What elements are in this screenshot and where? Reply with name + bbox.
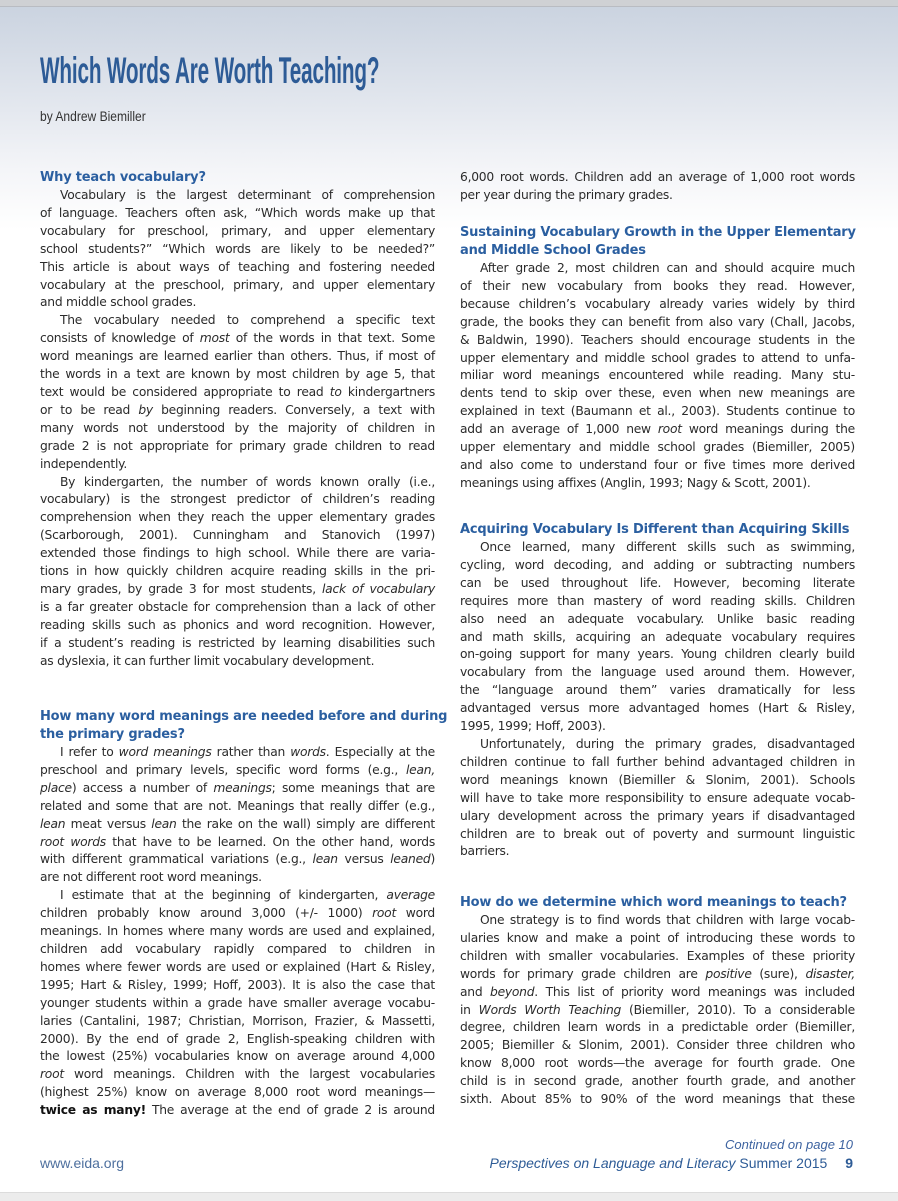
text-run: I refer to xyxy=(60,745,119,759)
text-run: or to be read xyxy=(40,402,139,417)
text-line: grade 2 is not appropriate for primary grade children to read xyxy=(40,438,435,453)
top-edge xyxy=(0,0,898,7)
italic-text: Words Worth Teaching xyxy=(478,1002,622,1017)
text-line: of language. Teachers often ask, “Which words make up that xyxy=(40,205,435,220)
section-how-to-determine-words xyxy=(460,894,855,1109)
text-line: vocabulary from the language used around them. However, xyxy=(460,665,855,680)
text-line xyxy=(40,744,435,762)
text-line: will have to take more responsibility to ensure adequate vocab- xyxy=(460,790,855,805)
text-line: After grade 2, most children can and should acquire much xyxy=(480,261,855,275)
text-run: text would be considered appropriate to read xyxy=(40,384,330,399)
text-line: sixth. About 85% to 90% of the word meanings that these xyxy=(460,1092,855,1107)
text-line: word meanings known (Biemiller & Slonim, 2001). Schools xyxy=(460,772,855,787)
text-line: extended those findings to high school. While there are varia- xyxy=(40,546,435,561)
text-line: children with smaller vocabularies. Examples of these priority xyxy=(460,948,855,963)
text-run: of the words in that text. Some xyxy=(229,331,436,346)
text-run: preschool and primary levels, specific word forms (e.g., xyxy=(40,762,407,777)
text-line: This article is about ways of teaching and fostering needed xyxy=(40,259,435,274)
text-line: if a student’s reading is restricted by learning disabilities such xyxy=(40,635,435,650)
footer-publication xyxy=(490,1155,853,1171)
text-line: as dyslexia, it can further limit vocabulary development. xyxy=(40,653,375,668)
text-line: know 8,000 root words—the average for fourth grade. One xyxy=(460,1056,855,1071)
section-heading: How do we determine which word meanings to teach? xyxy=(460,895,847,910)
text-line xyxy=(40,762,435,780)
text-line: are not different root word meanings. xyxy=(40,870,262,885)
text-run: mary grades, by grade 3 for most students, xyxy=(40,581,323,596)
text-run: versus xyxy=(337,852,391,867)
text-line: and middle school grades. xyxy=(40,295,197,310)
text-line: children are to break out of poverty and surmount linguistic xyxy=(460,826,855,841)
text-run: meat versus xyxy=(65,816,152,831)
text-run: . This list of priority word meanings was included xyxy=(534,984,855,999)
text-line: school students?” “Which words are likely to be needed?” xyxy=(40,241,435,256)
text-line xyxy=(40,581,435,599)
text-line xyxy=(460,421,855,439)
paragraph xyxy=(40,474,435,671)
paragraph xyxy=(40,312,435,473)
text-line: meanings using affixes (Anglin, 1993; Nagy & Scott, 2001). xyxy=(460,475,811,490)
text-run: with different grammatical variations (e.g., xyxy=(40,852,313,867)
italic-text: root xyxy=(372,906,397,921)
text-run: I estimate that at the beginning of kindergarten, xyxy=(60,888,387,903)
text-line: 1995, 1999; Hoff, 2003). xyxy=(460,719,606,734)
text-line: 1995; Hart & Risley, 1999; Hoff, 2003). It is also the case that xyxy=(40,977,435,992)
text-run: (Biemiller, 2010). To a considerable xyxy=(621,1002,855,1017)
section-heading: Why teach vocabulary? xyxy=(40,170,206,185)
publication-name: Perspectives on Language and Literacy xyxy=(489,1155,736,1171)
italic-text: leaned xyxy=(390,852,431,867)
bold-text: twice as many! xyxy=(40,1103,146,1118)
text-line: explained in text (Baumann et al., 2003). Students continue to xyxy=(460,404,855,419)
text-line xyxy=(460,1002,855,1020)
italic-text: beyond xyxy=(490,984,535,999)
section-how-many-word-meanings xyxy=(40,708,448,1120)
text-line: also need an adequate vocabulary. Unlike basic reading xyxy=(460,611,855,626)
italic-text: positive xyxy=(705,966,752,981)
section-acquiring-vocabulary xyxy=(460,521,855,861)
text-line: upper elementary and middle school grades to attend to unfa- xyxy=(460,350,855,365)
italic-text: lack of vocabulary xyxy=(322,581,435,596)
text-run: ; some meanings that are xyxy=(271,780,435,795)
section-continuation xyxy=(460,169,855,205)
italic-text: lean xyxy=(312,852,338,867)
italic-text: words xyxy=(290,745,326,759)
text-line: the words in a text are known by most children by age 5, that xyxy=(40,367,435,382)
paragraph xyxy=(460,539,855,736)
text-line: children add vocabulary rapidly compared to children in xyxy=(40,941,435,956)
text-line: Unfortunately, during the primary grades, disadvantaged xyxy=(480,736,855,751)
text-line xyxy=(40,1066,435,1084)
text-line: the “language around them” varies dramatically for less xyxy=(460,683,855,698)
text-line: 6,000 root words. Children add an average of 1,000 root words xyxy=(460,170,855,184)
paragraph xyxy=(40,187,435,312)
text-line xyxy=(40,834,435,852)
text-line xyxy=(460,984,855,1002)
text-line: requires more than mastery of word reading skills. Children xyxy=(460,593,855,608)
text-line: ularies know and make a point of introducing these words to xyxy=(460,930,855,945)
continued-on-link[interactable]: Continued on page 10 xyxy=(725,1137,853,1152)
italic-text: lean xyxy=(151,816,177,831)
text-line: and also come to understand four or five times more derived xyxy=(460,457,855,472)
text-line: The vocabulary needed to comprehend a specific text xyxy=(60,313,435,328)
text-run: (sure), xyxy=(751,966,806,981)
text-line: ulary development across the primary years if disadvantaged xyxy=(460,808,855,823)
italic-text: root xyxy=(657,422,682,437)
page-number: 9 xyxy=(845,1155,853,1171)
paragraph xyxy=(460,912,855,1109)
footer-website-link[interactable]: www.eida.org xyxy=(40,1155,125,1171)
text-run: consists of knowledge of xyxy=(40,331,200,346)
text-line xyxy=(40,816,435,834)
text-line: children continue to fall further behind advantaged children in xyxy=(460,754,855,769)
text-line: the lowest (25%) vocabularies know on average around 4,000 xyxy=(40,1049,435,1064)
text-run: ) xyxy=(430,852,436,867)
text-line: (highest 25%) know on average 8,000 root word meanings— xyxy=(40,1085,435,1100)
section-why-teach-vocabulary xyxy=(40,169,435,670)
text-line: independently. xyxy=(40,456,128,471)
italic-text: word meanings xyxy=(118,745,212,759)
text-line: related and some that are not. Meanings that really differ (e.g., xyxy=(40,798,435,813)
section-heading: Sustaining Vocabulary Growth in the Upper Elementary xyxy=(460,225,856,240)
text-line: because children’s vocabulary already varies widely by third xyxy=(460,296,855,311)
text-line: cycling, word decoding, and adding or subtracting numbers xyxy=(460,557,855,572)
text-line: is a far greater obstacle for comprehension than a lack of other xyxy=(40,599,435,614)
text-run: add an average of 1,000 new xyxy=(460,422,658,437)
text-run: rather than xyxy=(211,745,291,759)
text-line xyxy=(40,330,435,348)
text-line xyxy=(40,402,435,420)
paragraph xyxy=(460,736,855,861)
text-line: Vocabulary is the largest determinant of comprehension xyxy=(60,188,435,202)
section-heading: and Middle School Grades xyxy=(460,243,646,258)
italic-text: meanings xyxy=(213,780,272,795)
text-line: degree, children learn words in a predictable order (Biemiller, xyxy=(460,1020,855,1035)
text-line: 2000). By the end of grade 2, English-speaking children with xyxy=(40,1031,435,1046)
text-line: child is in second grade, another fourth grade, and another xyxy=(460,1074,855,1089)
text-line: younger students within a grade have smaller average vocabu- xyxy=(40,995,435,1010)
text-run: The average at the end of grade 2 is around xyxy=(145,1103,435,1118)
text-run: that have to be learned. On the other hand, words xyxy=(105,834,435,849)
italic-text: place xyxy=(40,780,72,795)
text-line xyxy=(40,384,435,402)
text-line: 2005; Biemiller & Slonim, 2001). Consider three children who xyxy=(460,1038,855,1053)
issue-date: Summer 2015 xyxy=(739,1155,828,1171)
text-line xyxy=(40,887,435,905)
text-line: Once learned, many different skills such as swimming, xyxy=(480,540,855,554)
italic-text: lean xyxy=(40,816,66,831)
text-line: reading skills such as phonics and word recognition. However, xyxy=(40,617,435,632)
text-line: meanings. In homes where many words are used and explained, xyxy=(40,924,435,939)
italic-text: root words xyxy=(40,834,106,849)
text-line: vocabulary) is the strongest predictor of children’s reading xyxy=(40,492,435,507)
text-run: word meanings. Children with the largest vocabularies xyxy=(63,1067,435,1082)
text-run: and xyxy=(460,984,491,999)
text-line: comprehension when they reach the upper elementary grades xyxy=(40,510,435,525)
text-line xyxy=(40,905,435,923)
text-line xyxy=(40,851,435,869)
text-line: barriers. xyxy=(460,844,510,859)
text-run: the rake on the wall) simply are different xyxy=(176,816,435,831)
text-run: children probably know around 3,000 (+/- 1000) xyxy=(40,906,373,921)
text-line: miliar word meanings encountered while reading. Many stu- xyxy=(460,368,855,383)
text-line: tions in how quickly children acquire reading skills in the pri- xyxy=(40,564,435,579)
paragraph xyxy=(40,744,435,887)
text-line: advantaged versus more advantaged homes (Hart & Risley, xyxy=(460,701,855,716)
italic-text: average xyxy=(386,888,435,903)
section-heading: the primary grades? xyxy=(40,727,185,742)
text-run: beginning readers. Conversely, a text with xyxy=(152,402,435,417)
text-line: on-going support for many years. Young children clearly build xyxy=(460,647,855,662)
italic-text: lean, xyxy=(406,762,435,777)
text-line: grade, the books they can benefit from also vary (Chall, Jacobs, xyxy=(460,314,855,329)
byline: by Andrew Biemiller xyxy=(40,108,146,124)
text-line: laries (Cantalini, 1987; Christian, Morrison, Frazier, & Massetti, xyxy=(40,1013,435,1028)
text-line: can be used throughout life. However, becoming literate xyxy=(460,575,855,590)
text-run: word xyxy=(396,906,435,921)
text-line xyxy=(460,966,855,984)
text-line: vocabulary for preschool, primary, and upper elementary xyxy=(40,223,435,238)
paragraph xyxy=(460,260,855,493)
text-run: ) access a number of xyxy=(71,780,214,795)
paragraph xyxy=(40,887,435,1120)
text-line: (Scarborough, 2001). Cunningham and Stanovich (1997) xyxy=(40,528,435,543)
italic-text: to xyxy=(329,384,342,399)
text-line xyxy=(40,780,435,798)
paragraph xyxy=(460,169,855,205)
text-line: dents tend to skip over these, even when new meanings are xyxy=(460,386,855,401)
text-line: many words not understood by the majority of children in xyxy=(40,420,435,435)
article-title: Which Words Are Worth Teaching? xyxy=(40,50,380,91)
section-sustaining-vocabulary-growth xyxy=(460,224,855,493)
text-run: word meanings during the xyxy=(681,422,855,437)
italic-text: root xyxy=(40,1067,64,1082)
section-heading: Acquiring Vocabulary Is Different than Acquiring Skills xyxy=(460,522,850,537)
text-line xyxy=(40,1102,435,1120)
text-line: By kindergarten, the number of words known orally (i.e., xyxy=(60,474,435,489)
text-line: upper elementary and middle school grades (Biemiller, 2005) xyxy=(460,440,855,455)
text-run: kindergartners xyxy=(341,384,435,399)
text-run: . Especially at the xyxy=(325,745,435,759)
italic-text: by xyxy=(138,402,153,417)
italic-text: disaster, xyxy=(805,966,855,981)
text-run: words for primary grade children are xyxy=(460,966,706,981)
italic-text: most xyxy=(199,331,230,346)
text-line: per year during the primary grades. xyxy=(460,187,673,202)
text-line: homes where fewer words are used or explained (Hart & Risley, xyxy=(40,959,435,974)
text-line: and math skills, acquiring an adequate vocabulary requires xyxy=(460,629,855,644)
text-line: of their new vocabulary from books they read. However, xyxy=(460,278,855,293)
text-line: vocabulary at the preschool, primary, and upper elementary xyxy=(40,277,435,292)
text-line: One strategy is to find words that children with large vocab- xyxy=(480,913,855,927)
text-line: word meanings are learned earlier than others. Thus, if most of xyxy=(40,349,435,364)
text-line: & Baldwin, 1990). Teachers should encourage students in the xyxy=(460,332,855,347)
text-run: in xyxy=(460,1002,479,1017)
section-heading: How many word meanings are needed before and during xyxy=(40,709,448,724)
